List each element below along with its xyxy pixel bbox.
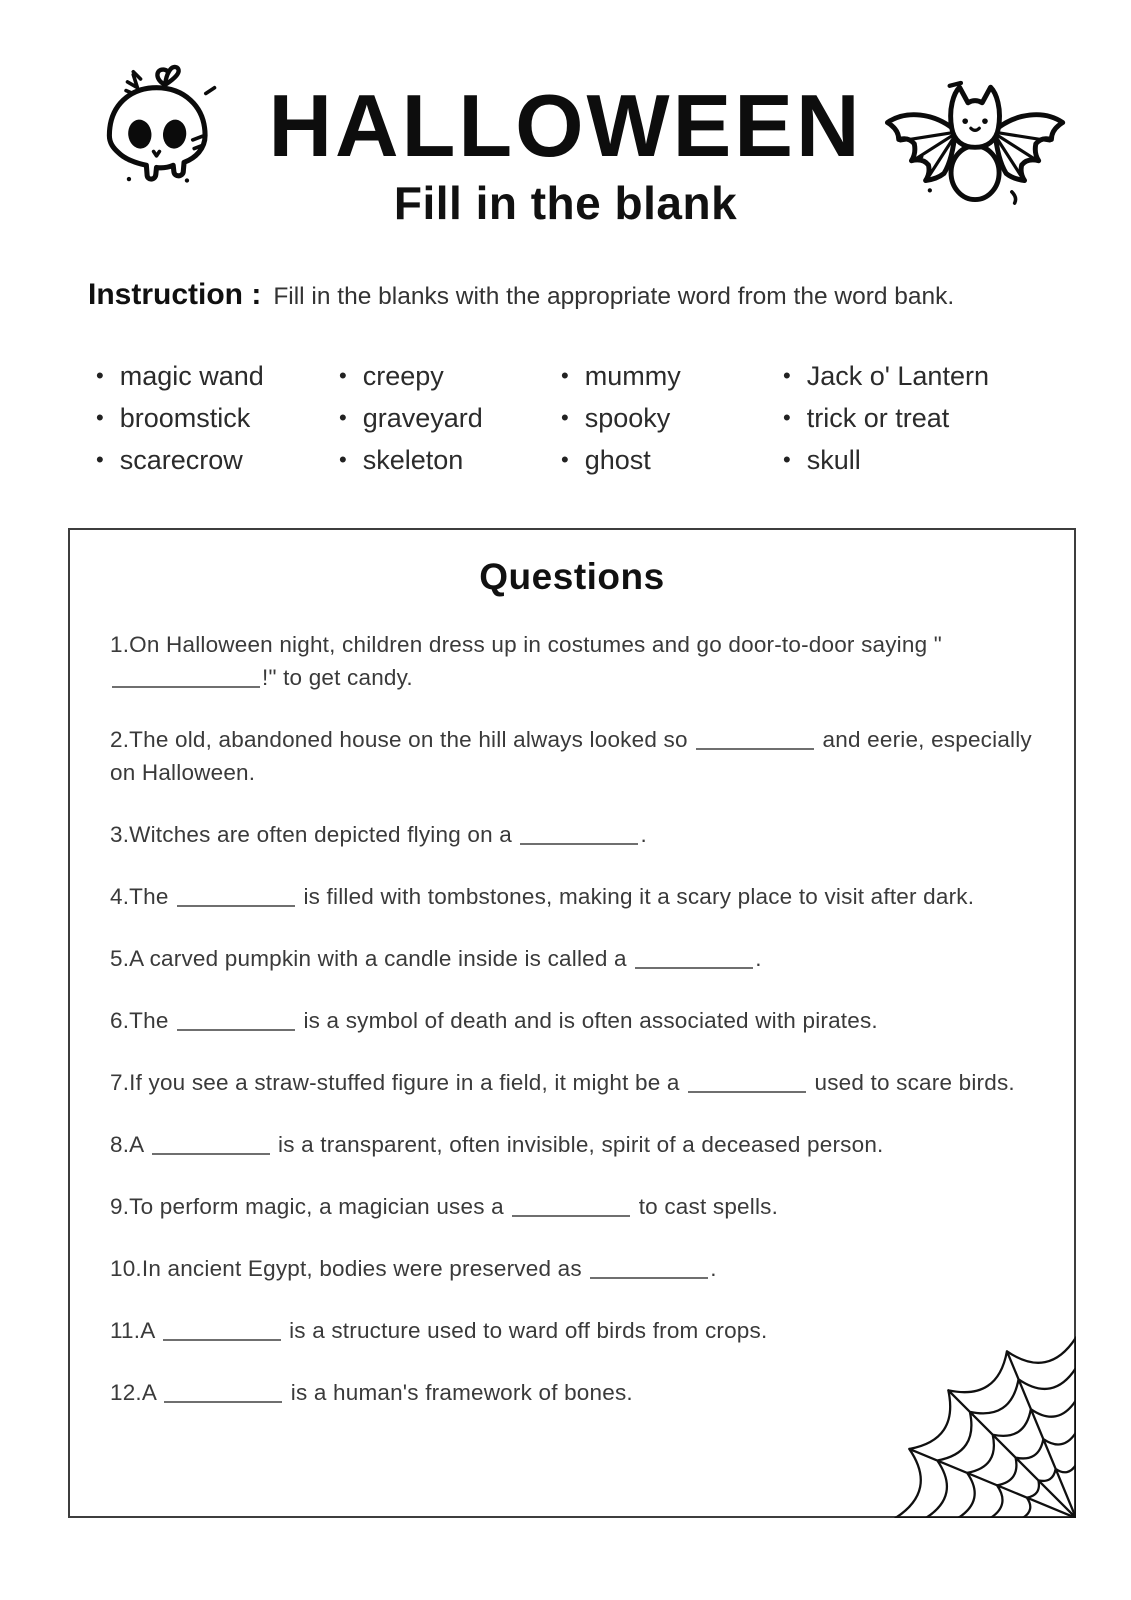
answer-blank[interactable] [152,1151,270,1155]
answer-blank[interactable] [163,1337,281,1341]
question-text-before: 12.A [110,1380,163,1405]
question-text-after: . [710,1256,717,1281]
word-bank-item: • broomstick [96,398,339,440]
spiderweb-icon [886,1328,1076,1518]
spiderweb-path [896,1338,1077,1519]
word-bank-item: • Jack o' Lantern [783,356,1071,398]
instruction-label: Instruction : [88,278,262,311]
question-text-after: is a transparent, often invisible, spirit of a deceased person. [271,1132,884,1157]
instruction-row [88,278,1131,312]
question-text-after: is a symbol of death and is often associated with pirates. [297,1008,878,1033]
questions-list [70,598,1074,1409]
word-bank-item: • skull [783,440,1071,482]
question-text-after: is a structure used to ward off birds from crops. [282,1318,768,1343]
question-text-before: 10.In ancient Egypt, bodies were preserved as [110,1256,589,1281]
question-item [110,1066,1036,1099]
word-bank-item: • magic wand [96,356,339,398]
answer-blank[interactable] [590,1275,708,1279]
answer-blank[interactable] [688,1089,806,1093]
question-text-after: and eerie, especially on Halloween. [110,727,1032,785]
question-text-before: 5.A carved pumpkin with a candle inside is called a [110,946,634,971]
question-item [110,1190,1036,1223]
word-bank-item: • trick or treat [783,398,1071,440]
question-text-after: is a human's framework of bones. [284,1380,633,1405]
answer-blank[interactable] [112,684,260,688]
word-bank-item: • ghost [561,440,783,482]
header [0,0,1131,250]
answer-blank[interactable] [177,1027,295,1031]
question-text-before: 4.The [110,884,175,909]
question-text-after: . [755,946,762,971]
question-text-before: 3.Witches are often depicted flying on a [110,822,519,847]
question-item [110,1252,1036,1285]
question-text-before: 1.On Halloween night, children dress up in costumes and go door-to-door saying " [110,632,942,657]
instruction-text: Fill in the blanks with the appropriate word from the word bank. [273,283,955,310]
question-text-after: is filled with tombstones, making it a scary place to visit after dark. [297,884,975,909]
question-text-before: 6.The [110,1008,175,1033]
word-bank-item: • graveyard [339,398,561,440]
word-bank-column [561,356,783,482]
question-item [110,880,1036,913]
question-text-after: used to scare birds. [808,1070,1015,1095]
question-text-before: 7.If you see a straw-stuffed figure in a field, it might be a [110,1070,687,1095]
word-bank-item: • spooky [561,398,783,440]
word-bank-column [783,356,1071,482]
word-bank-item: • skeleton [339,440,561,482]
word-bank-column [96,356,339,482]
question-item [110,628,1036,694]
answer-blank[interactable] [512,1213,630,1217]
page-subtitle: Fill in the blank [393,177,738,229]
question-text-before: 8.A [110,1132,150,1157]
page-title: HALLOWEEN [268,76,863,175]
answer-blank[interactable] [164,1399,282,1403]
bat-icon [862,74,1074,222]
answer-blank[interactable] [696,746,814,750]
question-item [110,942,1036,975]
question-text-after: . [640,822,647,847]
question-item [110,723,1036,789]
question-item [110,1128,1036,1161]
question-item [110,818,1036,851]
answer-blank[interactable] [520,841,638,845]
answer-blank[interactable] [177,903,295,907]
question-text-after: to cast spells. [632,1194,779,1219]
question-item [110,1004,1036,1037]
word-bank-column [339,356,561,482]
word-bank-item: • creepy [339,356,561,398]
word-bank [96,356,1071,482]
questions-box [68,528,1076,1518]
answer-blank[interactable] [635,965,753,969]
questions-title: Questions [479,556,665,597]
question-text-before: 11.A [110,1318,161,1343]
word-bank-item: • scarecrow [96,440,339,482]
question-text-before: 2.The old, abandoned house on the hill always looked so [110,727,695,752]
question-text-after: !" to get candy. [262,665,413,690]
word-bank-item: • mummy [561,356,783,398]
question-text-before: 9.To perform magic, a magician uses a [110,1194,511,1219]
